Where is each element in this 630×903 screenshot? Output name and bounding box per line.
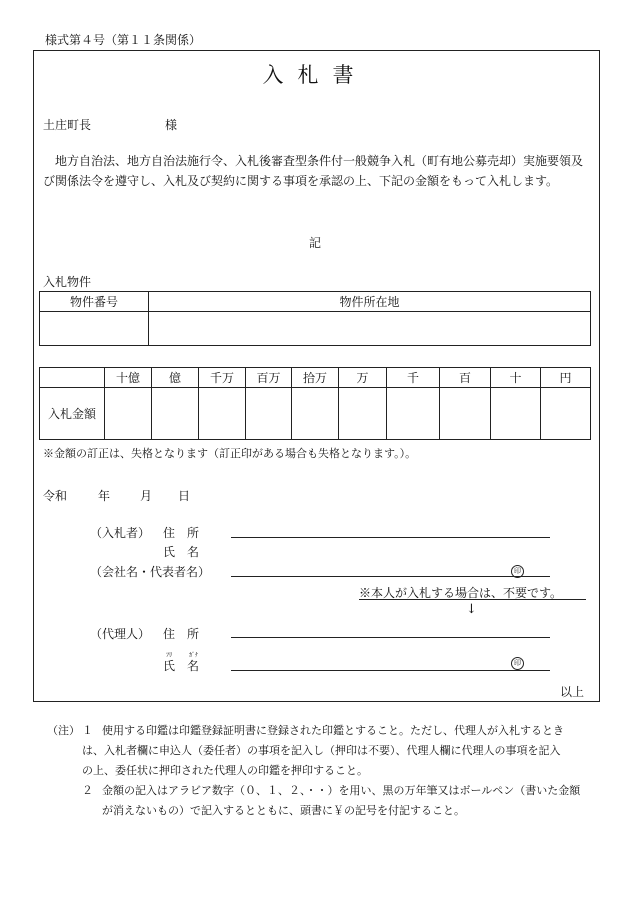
document-title: 入札書 — [262, 63, 368, 87]
unit-header: 千 — [387, 368, 440, 388]
property-section-label: 入札物件 — [43, 275, 92, 289]
agent-name-label: 氏 名 — [163, 659, 200, 673]
amount-digit-field[interactable] — [387, 388, 440, 440]
bidder-address-label: 住 所 — [163, 526, 200, 540]
agent-name-field[interactable] — [231, 670, 550, 671]
unit-header: 千万 — [199, 368, 246, 388]
amount-table — [39, 367, 591, 440]
agent-label: （代理人） — [90, 627, 151, 641]
property-number-header: 物件番号 — [40, 292, 149, 312]
unit-header: 万 — [339, 368, 387, 388]
amount-digit-field[interactable] — [440, 388, 491, 440]
unit-header: 十 — [491, 368, 541, 388]
ki-heading: 記 — [308, 236, 321, 250]
bidder-name-label: 氏 名 — [163, 545, 200, 559]
seal-icon: 印 — [511, 657, 524, 670]
down-arrow-icon: ↓ — [466, 602, 477, 617]
notes-prefix: （注） — [47, 724, 80, 737]
date-day: 日 — [178, 489, 191, 503]
amount-digit-field[interactable] — [246, 388, 292, 440]
property-location-field[interactable] — [149, 312, 591, 346]
note-2-line: が消えないもの）で記入するとともに、頭書に￥の記号を付記すること。 — [102, 804, 465, 817]
bidder-label: （入札者） — [90, 526, 151, 540]
unit-header: 円 — [541, 368, 591, 388]
unit-header: 拾万 — [292, 368, 339, 388]
unit-header: 億 — [152, 368, 199, 388]
addressee: 土庄町長 — [43, 118, 92, 132]
note-2-line: 金額の記入はアラビア数字（０、１、２、・・）を用い、黒の万年筆又はボールペン（書いた金額 — [102, 784, 581, 797]
seal-icon: 印 — [511, 565, 524, 578]
note-2-number: ２ — [82, 784, 93, 797]
date-era: 令和 — [43, 489, 68, 503]
note-1-number: １ — [82, 724, 93, 737]
self-bid-note: ※本人が入札する場合は、不要です。 — [359, 586, 563, 600]
note-1-line: は、入札者欄に申込人（委任者）の事項を記入し（押印は不要）、代理人欄に代理人の事項を記入 — [82, 744, 561, 757]
amount-digit-field[interactable] — [339, 388, 387, 440]
agent-address-field[interactable] — [231, 637, 550, 638]
unit-header: 百 — [440, 368, 491, 388]
agent-address-label: 住 所 — [163, 627, 200, 641]
amount-digit-field[interactable] — [541, 388, 591, 440]
amount-digit-field[interactable] — [152, 388, 199, 440]
date-year: 年 — [98, 489, 111, 503]
unit-header: 十億 — [105, 368, 152, 388]
amount-row-label: 入札金額 — [40, 388, 105, 440]
amount-digit-field[interactable] — [292, 388, 339, 440]
amount-digit-field[interactable] — [199, 388, 246, 440]
amount-digit-field[interactable] — [491, 388, 541, 440]
ijo-closing: 以上 — [560, 685, 585, 699]
declaration-text: 地方自治法、地方自治法施行令、入札後審査型条件付一般競争入札（町有地公募売却）実施要領及び関係法令を遵守し、入札及び契約に関する事項を承認の上、下記の金額をもって入札します。 — [43, 154, 584, 188]
furigana-ruby: ｶﾞﾅ — [189, 652, 199, 659]
furigana-ruby: ﾌﾘ — [166, 652, 173, 659]
property-number-field[interactable] — [40, 312, 149, 346]
correction-note: ※金額の訂正は、失格となります（訂正印がある場合も失格となります。）。 — [43, 447, 417, 460]
date-month: 月 — [140, 489, 153, 503]
property-table — [39, 291, 591, 346]
honorific: 様 — [165, 118, 178, 132]
bidder-name-field[interactable] — [231, 576, 550, 577]
unit-header: 百万 — [246, 368, 292, 388]
amount-digit-field[interactable] — [105, 388, 152, 440]
property-location-header: 物件所在地 — [149, 292, 591, 312]
form-number: 様式第４号（第１１条関係） — [45, 33, 202, 47]
company-label: （会社名・代表者名） — [90, 565, 211, 579]
note-1-line: の上、委任状に押印された代理人の印鑑を押印すること。 — [82, 764, 368, 777]
note-1-line: 使用する印鑑は印鑑登録証明書に登録された印鑑とすること。ただし、代理人が入札するとき — [102, 724, 564, 737]
bidder-address-field[interactable] — [231, 537, 550, 538]
